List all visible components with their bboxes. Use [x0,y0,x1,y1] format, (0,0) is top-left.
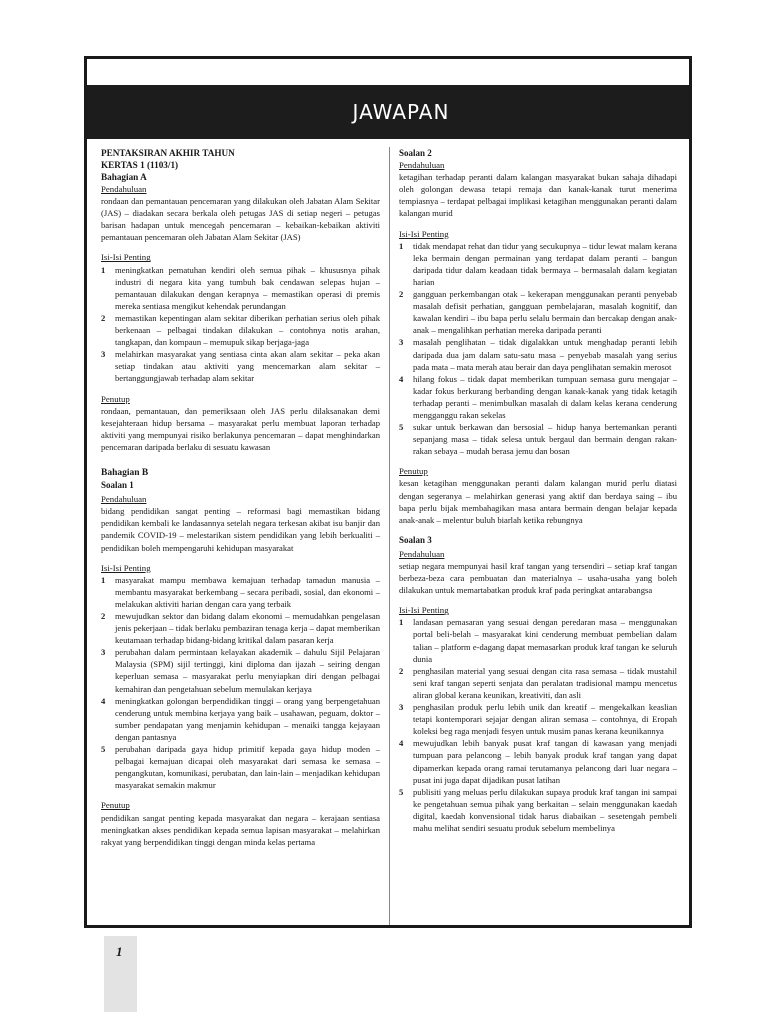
a-points-list [101,264,380,385]
q3-intro-label: Pendahuluan [399,548,445,559]
q1-close-label: Penutup [101,800,130,811]
list-item: 2 mewujudkan sektor dan bidang dalam ekonomi – memudahkan pengelasan jenis pekerjaan – tidak berlaku pembaziran tenaga kerja – dapat memberikan keutamaan terhadap bidang-bidang kritikal dalam pasaran kerja [101,611,380,646]
paper-code: KERTAS 1 (1103/1) [101,160,179,170]
q2-intro-label: Pendahuluan [399,160,445,171]
a-points-label: Isi-Isi Penting [101,252,151,263]
question-1-heading: Soalan 1 [101,480,134,491]
list-item: 5 publisiti yang meluas perlu dilakukan supaya produk kraf tangan ini sampai ke pengetahuan semua pihak yang berkaitan – selain menggunakan kaedah digital, kaedah konvensional tidak harus diabaikan – sesetengah pembeli mahu melihat sendiri sesuatu produk sebelum membelinya [399,786,677,833]
list-item: 4 hilang fokus – tidak dapat memberikan tumpuan semasa guru mengajar – kadar fokus berkurang berbanding dengan kanak-kanak yang tidak ketagih terhadap peranti – menimbulkan masalah di dalam kelas kerana cenderung mengganggu rakan sekelas [399,373,677,420]
question-3-heading: Soalan 3 [399,534,432,545]
q2-points-label: Isi-Isi Penting [399,228,449,239]
q2-close-label: Penutup [399,466,428,477]
q2-close-text: kesan ketagihan menggunakan peranti dalam kalangan murid perlu diatasi dengan segeranya – melahirkan generasi yang aktif dan berdaya saing – ibu bapa perlu bijak membahagikan masa antara bermain dengan belajar kepada anak-anak – melentur buluh biarlah ketika rebungnya [399,478,677,525]
left-column [101,147,380,848]
list-item: 1 tidak mendapat rehat dan tidur yang secukupnya – tidur lewat malam kerana leka bermain dengan permainan yang terdapat dalam peranti – bangun daripada tidur dalam keadaan tidak bermaya – bermasalah dalam kegiatan harian [399,240,677,287]
a-close-label: Penutup [101,393,130,404]
column-divider [389,147,390,925]
list-item: 3 penghasilan produk perlu lebih unik dan kreatif – mengekalkan keaslian tetapi kontemporari sejajar dengan aliran semasa – contohnya, di Eropah koleksi beg raga menjadi fesyen untuk musim panas kerana keunikannya [399,702,677,737]
q1-intro-text: bidang pendidikan sangat penting – reformasi bagi memastikan bidang pendidikan kembali ke landasannya setelah negara terkesan akibat isu banjir dan pandemik COVID-19 – melestarikan sistem pendidikan yang lebih berkualiti – pendidikan boleh mempengaruhi kehidupan masyarakat [101,506,380,553]
page-number-tab [104,936,137,1012]
list-item: 4 mewujudkan lebih banyak pusat kraf tangan di kawasan yang menjadi tumpuan para pelancong – lebih banyak produk kraf tangan yang dapat dipamerkan kepada orang ramai terutamanya pelancong dari luar negara – pusat ini juga dapat dijadikan pusat latihan [399,738,677,785]
a-intro-text: rondaan dan pemantauan pencemaran yang dilakukan oleh Jabatan Alam Sekitar (JAS) – diadakan secara berkala oleh petugas JAS di setiap negeri – petugas barisan hadapan untuk mencegah pencemaran – kebaikan-kebaikan aktiviti pemantauan pencemaran oleh Jabatan Alam Sekitar (JAS) [101,196,380,243]
section-a-heading: Bahagian A [101,172,147,182]
list-item: 4 meningkatkan golongan berpendidikan tinggi – orang yang berpengetahuan cenderung untuk membina kerjaya yang baik – usahawan, peguam, doktor – sumber pendapatan yang menjamin kehidupan – menaiki tangga kejayaan dengan pantasnya [101,695,380,742]
q2-points-list [399,240,677,458]
q1-points-label: Isi-Isi Penting [101,562,151,573]
right-column [399,147,677,834]
header-banner [87,85,689,139]
list-item: 3 masalah penglihatan – tidak digalakkan untuk menghadap peranti lebih daripada dua jam dalam satu-satu masa – penyebab masalah yang serius pada mata – mata merah atau berair dan daya penglihatan semakin merosot [399,337,677,372]
list-item: 1 meningkatkan pematuhan kendiri oleh semua pihak – khususnya pihak industri di negara kita yang tumbuh bak cendawan selepas hujan – pemantauan dilakukan dengan kerapnya – memastikan operasi di premis mereka sentiasa mengikut kehendak perundangan [101,264,380,311]
question-2-heading: Soalan 2 [399,148,432,158]
q3-points-label: Isi-Isi Penting [399,605,449,616]
list-item: 1 landasan pemasaran yang sesuai dengan peredaran masa – menggunakan portal beli-belah – masyarakat kini cenderung membuat pembelian dalam talian – platform e-dagang dapat memasarkan produk kraf tangan ke seluruh dunia [399,617,677,664]
page-number: 1 [116,944,123,959]
list-item: 2 penghasilan material yang sesuai dengan cita rasa semasa – tidak mustahil seni kraf tangan seperti senjata dan peralatan tradisional mampu mencetus aliran global kerana keunikan, kreativiti, dan asli [399,665,677,700]
banner-title: JAWAPAN [352,100,450,124]
q2-intro-text: ketagihan terhadap peranti dalam kalangan masyarakat bukan sahaja dihadapi oleh golongan dewasa tetapi remaja dan kanak-kanak turut menerima tempiasnya – terdapat pelbagai implikasi ketagihan menggunakan peranti dalam kalangan murid [399,172,677,219]
q3-points-list [399,616,677,834]
q3-intro-text: setiap negara mempunyai hasil kraf tangan yang tersendiri – setiap kraf tangan berbeza-beza cara pembuatan dan materialnya – usaha-usaha yang boleh dilakukan untuk memartabatkan produk kraf pada peringkat antarabangsa [399,561,677,596]
q1-close-text: pendidikan sangat penting kepada masyarakat dan negara – kerajaan sentiasa meningkatkan akses pendidikan kepada semua lapisan masyarakat – melahirkan rakyat yang berpendidikan tinggi dengan minda kelas pertama [101,812,380,847]
answer-page-frame [84,56,692,928]
list-item: 1 masyarakat mampu membawa kemajuan terhadap tamadun manusia – membantu masyarakat berkembang – secara peribadi, sosial, dan ekonomi – melakukan aktiviti harian dengan cara yang terbaik [101,574,380,609]
list-item: 2 gangguan perkembangan otak – kekerapan menggunakan peranti penyebab masalah defisit perhatian, gangguan pembelajaran, masalah kognitif, dan kawalan kendiri – ibu bapa perlu selalu bermain dan bercakap dengan anak-anak – mengalihkan perhatian mereka daripada peranti [399,289,677,336]
list-item: 5 perubahan daripada gaya hidup primitif kepada gaya hidup moden – pelbagai kemajuan dicapai oleh masyarakat dari semasa ke semasa – pengangkutan, komunikasi, perubatan, dan lain-lain – menjadikan kehidupan masyarakat semakin makmur [101,744,380,791]
section-b-heading: Bahagian B [101,467,149,478]
list-item: 3 perubahan dalam permintaan kelayakan akademik – dahulu Sijil Pelajaran Malaysia (SPM) sijil tertinggi, kini diploma dan ijazah – seiring dengan keperluan semasa – masyarakat perlu menyiapkan diri dengan pelbagai kemahiran dan pengetahuan sebelum memulakan kerjaya [101,647,380,694]
q1-intro-label: Pendahuluan [101,494,147,505]
list-item: 5 sukar untuk berkawan dan bersosial – hidup hanya bertemankan peranti sepanjang masa – tidak selesa untuk bergaul dan bermain dengan rakan-rakan sebaya – mudah berasa jemu dan bosan [399,422,677,457]
list-item: 2 memastikan kepentingan alam sekitar diberikan perhatian serius oleh pihak berkenaan – pelbagai tindakan dilakukan – contohnya notis arahan, tangkapan, dan kompaun – memupuk sikap berjaga-jaga [101,312,380,348]
a-close-text: rondaan, pemantauan, dan pemeriksaan oleh JAS perlu dilaksanakan demi kesejahteraan hidup bersama – masyarakat perlu membuat laporan terhadap aktiviti yang mempunyai risiko berlakunya pencemaran – dapat menghindarkan pencemaran daripada berlaku di sesuatu kawasan [101,405,380,452]
a-intro-label: Pendahuluan [101,184,147,194]
list-item: 3 melahirkan masyarakat yang sentiasa cinta akan alam sekitar – peka akan setiap tindakan atau aktiviti yang mencemarkan alam sekitar – bertanggungjawab terhadap alam sekitar [101,349,380,384]
q1-points-list [101,574,380,792]
exam-title: PENTAKSIRAN AKHIR TAHUN [101,148,235,158]
